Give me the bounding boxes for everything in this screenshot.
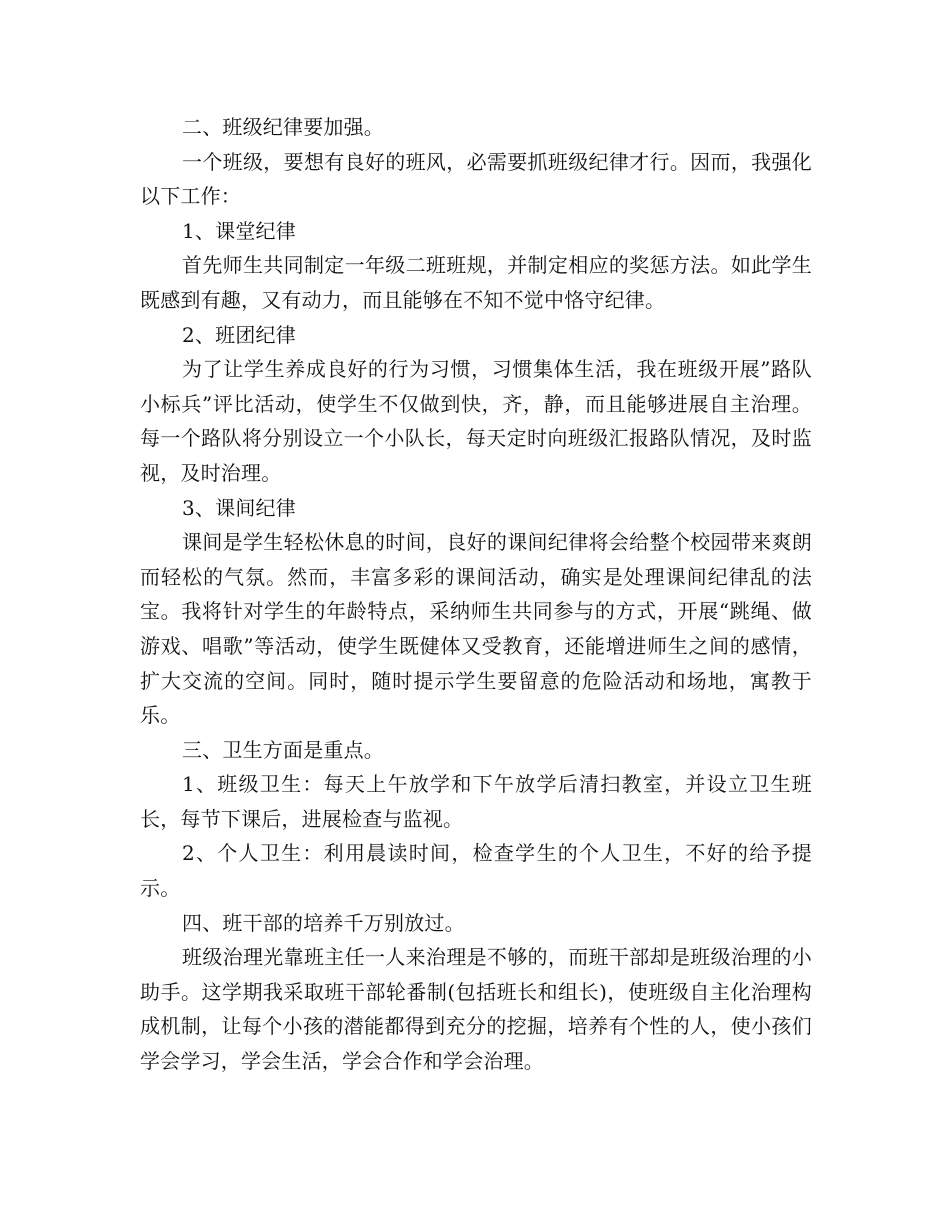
paragraph-team-discipline: 为了让学生养成良好的行为习惯，习惯集体生活，我在班级开展”路队小标兵”评比活动，使学生不仅做到快，齐，静，而且能够进展自主治理。每一个路队将分别设立一个小队长，每天定时向班级汇报路队情况，及时监视，及时治理。	[140, 357, 812, 485]
subheading-break-discipline: 3、课间纪律	[182, 495, 296, 520]
paragraph-class-cadre: 班级治理光靠班主任一人来治理是不够的，而班干部却是班级治理的小助手。这学期我采取班干部轮番制(包括班长和组长)，使班级自主化治理构成机制，让每个小孩的潜能都得到充分的挖掘，培养有个性的人，使小孩们学会学习，学会生活，学会合作和学会治理。	[140, 945, 812, 1074]
paragraph-discipline-intro: 一个班级，要想有良好的班风，必需要抓班级纪律才行。因而，我强化以下工作：	[140, 149, 812, 209]
section-heading-hygiene: 三、卫生方面是重点。	[182, 737, 384, 762]
section-heading-discipline: 二、班级纪律要加强。	[182, 115, 384, 139]
paragraph-class-hygiene: 1、班级卫生：每天上午放学和下午放学后清扫教室，并设立卫生班长，每节下课后，进展检查与监视。	[140, 772, 812, 831]
subheading-team-discipline: 2、班团纪律	[182, 322, 296, 347]
paragraph-personal-hygiene: 2、个人卫生：利用晨读时间，检查学生的个人卫生，不好的给予提示。	[140, 841, 812, 901]
paragraph-classroom-discipline: 首先师生共同制定一年级二班班规，并制定相应的奖惩方法。如此学生既感到有趣，又有动力，而且能够在不知不觉中恪守纪律。	[140, 253, 812, 312]
section-heading-class-cadre: 四、班干部的培养千万别放过。	[182, 910, 465, 935]
subheading-classroom-discipline: 1、课堂纪律	[182, 218, 296, 243]
paragraph-break-discipline: 课间是学生轻松休息的时间，良好的课间纪律将会给整个校园带来爽朗而轻松的气氛。然而，丰富多彩的课间活动，确实是处理课间纪律乱的法宝。我将针对学生的年龄特点，采纳师生共同参与的方式，开展“跳绳、做游戏、唱歌”等活动，使学生既健体又受教育，还能增进师生之间的感情，扩大交流的空间。同时，随时提示学生要留意的危险活动和场地，寓教于乐。	[140, 530, 812, 728]
document-page	[140, 110, 812, 1079]
